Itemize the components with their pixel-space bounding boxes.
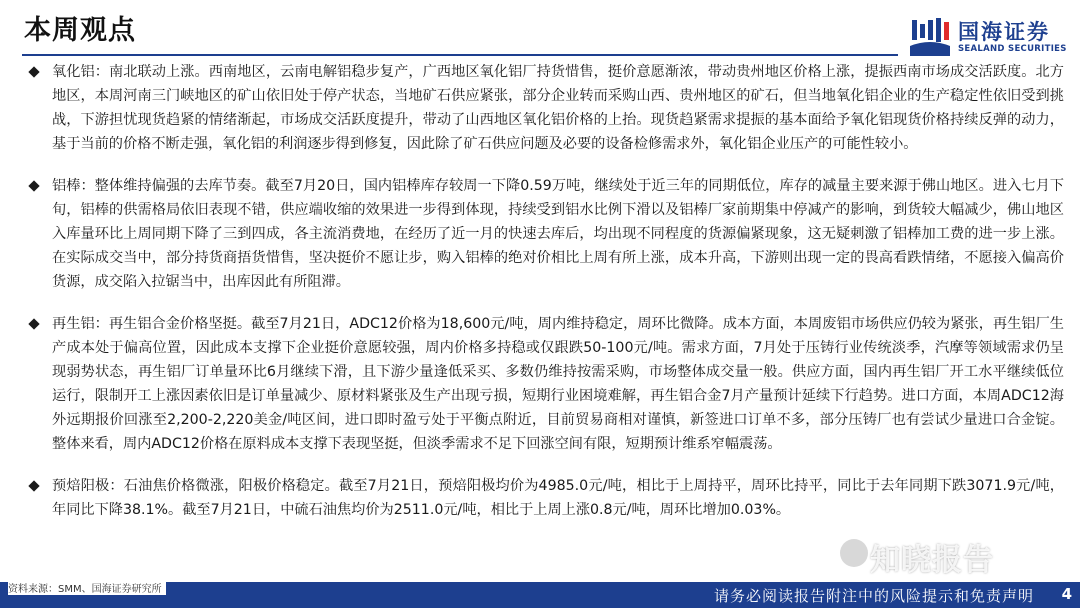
company-logo bbox=[908, 14, 1067, 62]
page-title: 本周观点 bbox=[24, 15, 136, 46]
sealand-logo-icon bbox=[908, 16, 952, 58]
page-number: 4 bbox=[1061, 585, 1072, 603]
paragraph-prebaked-anode bbox=[24, 474, 1064, 522]
watermark bbox=[870, 535, 994, 579]
diamond-bullet-icon bbox=[28, 318, 39, 329]
source-note: 资料来源：SMM、国海证券研究所 bbox=[8, 580, 166, 595]
content-body bbox=[24, 60, 1064, 522]
watermark-logo-icon bbox=[840, 539, 868, 567]
footer bbox=[0, 582, 1080, 608]
paragraph-alumina bbox=[24, 60, 1064, 156]
paragraph-text: 氧化铝：南北联动上涨。西南地区，云南电解铝稳步复产，广西地区氧化铝厂持货惜售，挺价意愿渐浓，带动贵州地区价格上涨，提振西南市场成交活跃度。北方地区，本周河南三门峡地区的矿山依旧处于停产状态，当地矿石供应紧张，部分企业转而采购山西、贵州地区的矿石，但当地氧化铝企业的生产稳定性依旧受到挑战，下游担忧现货趋紧的情绪渐起，市场成交活跃度提升，带动了山西地区氧化铝价格的上抬。现货趋紧需求提振的基本面给予氧化铝现货价格持续反弹的动力，基于当前的价格不断走强，氧化铝的利润逐步得到修复，因此除了矿石供应问题及必要的设备检修需求外，氧化铝企业压产的可能性较小。 bbox=[52, 64, 1064, 152]
diamond-bullet-icon bbox=[28, 480, 39, 491]
paragraph-text: 铝棒：整体维持偏强的去库节奏。截至7月20日，国内铝棒库存较周一下降0.59万吨，继续处于近三年的同期低位，库存的减量主要来源于佛山地区。进入七月下旬，铝棒的供需格局依旧表现不错，供应端收缩的效果进一步得到体现，持续受到铝水比例下滑以及铝棒厂家前期集中停减产的影响，到货较大幅减少，佛山地区入库量环比上周同期下降了三到四成，各主流消费地，在经历了近一月的快速去库后，均出现不同程度的货源偏紧现象，这无疑刺激了铝棒加工费的进一步上涨。在实际成交当中，部分持货商捂货惜售，坚决挺价不愿让步，购入铝棒的绝对价相比上周有所上涨，成本升高，下游则出现一定的畏高看跌情绪，不愿接入偏高价货源，成交陷入拉锯当中，出库因此有所阻滞。 bbox=[52, 178, 1064, 290]
paragraph-text: 预焙阳极：石油焦价格微涨，阳极价格稳定。截至7月21日，预焙阳极均价为4985.0元/吨，相比于上周持平，周环比持平，同比于去年同期下跌3071.9元/吨，年同比下降38.1%。截至7月21日，中硫石油焦均价为2511.0元/吨，相比于上周上涨0.8元/吨，周环比增加0.03%。 bbox=[52, 478, 1064, 518]
logo-english-name: SEALAND SECURITIES bbox=[958, 44, 1067, 54]
paragraph-text: 再生铝：再生铝合金价格坚挺。截至7月21日，ADC12价格为18,600元/吨，周内维持稳定，周环比微降。成本方面，本周废铝市场供应仍较为紧张，再生铝厂生产成本处于偏高位置，因此成本支撑下企业挺价意愿较强，周内价格多持稳或仅跟跌50-100元/吨。需求方面，7月处于压铸行业传统淡季，汽摩等领域需求仍呈现弱势状态，再生铝厂订单量环比6月继续下滑，且下游少量逢低采买、多数仍维持按需采购，市场整体成交量一般。供应方面，国内再生铝厂开工水平继续低位运行，限制开工上涨因素依旧是订单量减少、原材料紧张及生产出现亏损，短期行业困境难解，再生铝合金7月产量预计延续下行趋势。进口方面，本周ADC12海外远期报价回涨至2,200-2,220美金/吨区间，进口即时盈亏处于平衡点附近，目前贸易商相对谨慎，新签进口订单不多，部分压铸厂也有尝试少量进口合金锭。整体来看，周内ADC12价格在原料成本支撑下表现坚挺，但淡季需求不足下回涨空间有限，短期预计维系窄幅震荡。 bbox=[52, 316, 1064, 452]
paragraph-recycled-aluminum bbox=[24, 312, 1064, 456]
header-divider bbox=[22, 54, 898, 56]
diamond-bullet-icon bbox=[28, 180, 39, 191]
logo-chinese-name: 国海证券 bbox=[958, 20, 1050, 44]
disclaimer-text: 请务必阅读报告附注中的风险提示和免责声明 bbox=[713, 587, 1034, 605]
diamond-bullet-icon bbox=[28, 66, 39, 77]
paragraph-aluminum-rod bbox=[24, 174, 1064, 294]
watermark-text: 知晓报告 bbox=[870, 543, 994, 578]
